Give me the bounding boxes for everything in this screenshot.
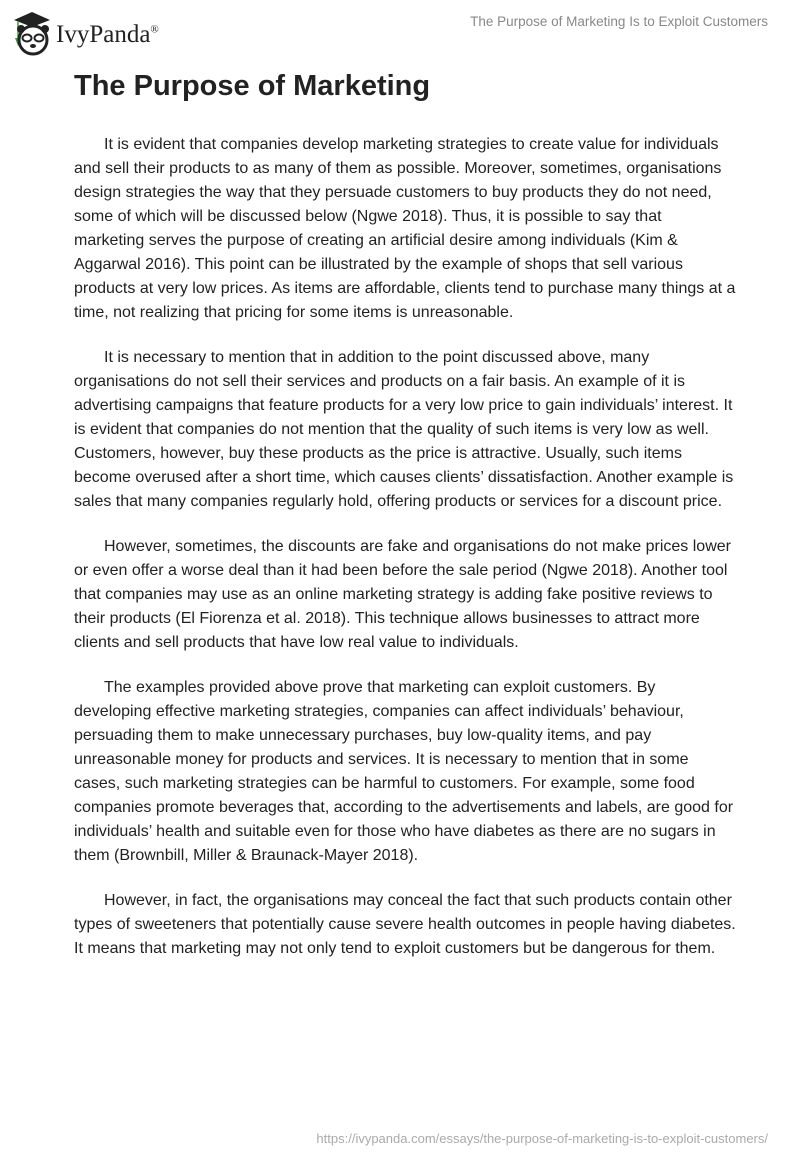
paragraph: However, in fact, the organisations may conceal the fact that such products contain other types of sweeteners that potentially cause severe health outcomes in people having diabetes. It means that marketing may not only tend to exploit customers but be dangerous for them.	[74, 892, 736, 957]
logo-wordmark: IvyPanda®	[56, 21, 159, 48]
source-url-link[interactable]: https://ivypanda.com/essays/the-purpose-of-marketing-is-to-exploit-customers/	[316, 1131, 768, 1146]
paragraph: However, sometimes, the discounts are fake and organisations do not make prices lower or even offer a worse deal than it had been before the sale period (Ngwe 2018). Another tool that companies may use as an online marketing strategy is adding fake positive reviews to their products (El Fiorenza et al. 2018). This technique allows businesses to attract more clients and sell products that have low real value to individuals.	[74, 538, 731, 651]
paragraph: It is evident that companies develop marketing strategies to create value for individuals and sell their products to as many of them as possible. Moreover, sometimes, organisations design strategies the way that they persuade customers to buy products they do not need, some of which will be discussed below (Ngwe 2018). Thus, it is possible to say that marketing serves the purpose of creating an artificial desire among individuals (Kim & Aggarwal 2016). This point can be illustrated by the example of shops that sell various products at very low prices. As items are affordable, clients tend to purchase many things at a time, not realizing that pricing for some items is unreasonable.	[74, 136, 736, 321]
ivypanda-logo[interactable]	[12, 8, 159, 56]
page-title: The Purpose of Marketing	[74, 70, 431, 102]
article-body	[74, 133, 736, 982]
paragraph: The examples provided above prove that marketing can exploit customers. By developing effective marketing strategies, companies can affect individuals’ behaviour, persuading them to make unnecessary purchases, buy low-quality items, and pay unreasonable money for products and services. It is necessary to mention that in some cases, such marketing strategies can be harmful to customers. For example, some food companies promote beverages that, according to the advertisements and labels, are good for individuals’ health and suitable even for those who have diabetes as there are no sugars in them (Brownbill, Miller & Braunack-Mayer 2018).	[74, 679, 734, 864]
paragraph: It is necessary to mention that in addition to the point discussed above, many organisations do not sell their services and products on a fair basis. An example of it is advertising campaigns that feature products for a very low price to gain individuals’ interest. It is evident that companies do not mention that the quality of such items is very low as well. Customers, however, buy these products as the price is attractive. Usually, such items become overused after a short time, which causes clients’ dissatisfaction. Another example is sales that many companies regularly hold, offering products or services for a discount price.	[74, 349, 734, 510]
header-document-title: The Purpose of Marketing Is to Exploit Customers	[470, 14, 768, 29]
panda-graduate-icon	[12, 8, 52, 56]
